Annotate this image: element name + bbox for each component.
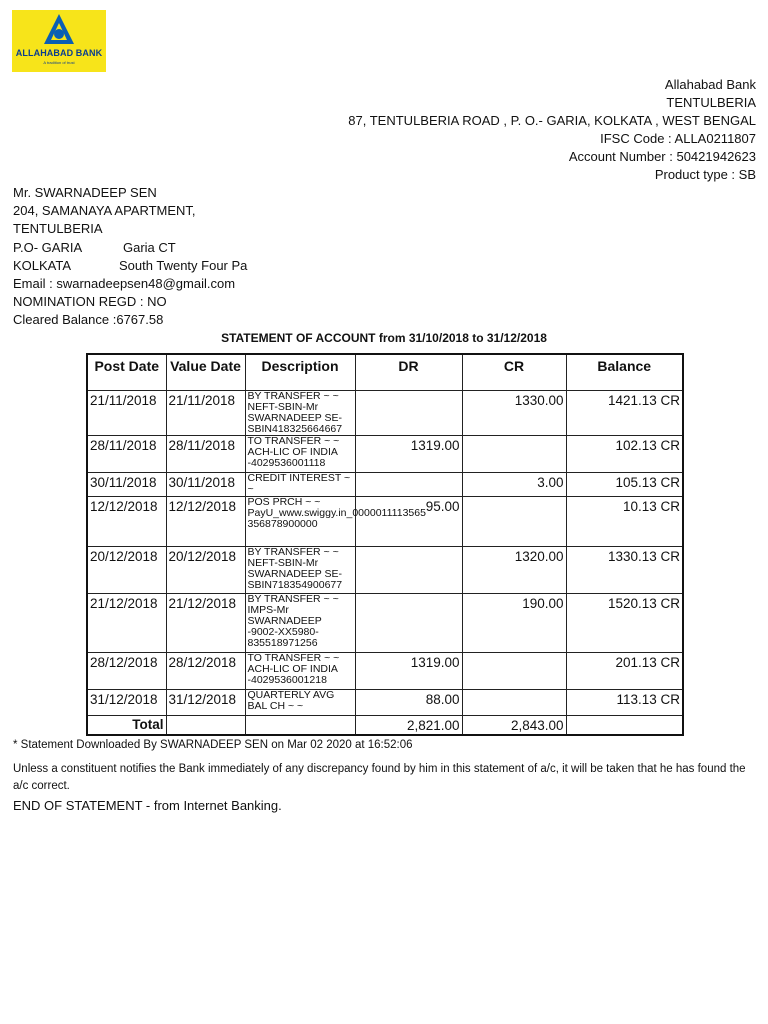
cr-cell <box>462 652 566 689</box>
header-post-date: Post Date <box>87 354 166 390</box>
branch-address: 87, TENTULBERIA ROAD , P. O.- GARIA, KOLKATA , WEST BENGAL <box>348 113 756 128</box>
value-date-cell: 28/11/2018 <box>166 435 245 472</box>
table-row <box>87 435 683 472</box>
customer-city-row <box>13 257 247 275</box>
logo-tagline: A tradition of trust <box>43 60 75 65</box>
customer-address-line1: 204, SAMANAYA APARTMENT, <box>13 203 196 219</box>
value-date-cell: 20/12/2018 <box>166 546 245 593</box>
customer-name: Mr. SWARNADEEP SEN <box>13 185 157 200</box>
description-cell: TO TRANSFER ~ ~ ACH-LIC OF INDIA -4029536001118 <box>245 435 355 472</box>
customer-district: South Twenty Four Pa <box>119 257 248 273</box>
table-total-row <box>87 715 683 735</box>
cleared-balance: Cleared Balance :6767.58 <box>13 312 164 328</box>
header-balance: Balance <box>566 354 683 390</box>
logo-emblem-icon <box>12 10 106 50</box>
table-row <box>87 689 683 715</box>
total-empty-cell <box>245 715 355 735</box>
total-label: Total <box>87 715 166 735</box>
statement-table <box>86 353 684 736</box>
branch-name: TENTULBERIA <box>666 95 756 110</box>
cr-cell: 1330.00 <box>462 390 566 435</box>
value-date-cell: 12/12/2018 <box>166 496 245 546</box>
balance-cell: 102.13 CR <box>566 435 683 472</box>
dr-cell: 1319.00 <box>355 435 462 472</box>
value-date-cell: 28/12/2018 <box>166 652 245 689</box>
dr-cell <box>355 546 462 593</box>
dr-cell <box>355 472 462 496</box>
description-cell: TO TRANSFER ~ ~ ACH-LIC OF INDIA -4029536001218 <box>245 652 355 689</box>
dr-cell: 95.00 <box>355 496 462 546</box>
header-cr: CR <box>462 354 566 390</box>
balance-cell: 113.13 CR <box>566 689 683 715</box>
balance-cell: 105.13 CR <box>566 472 683 496</box>
bank-logo <box>12 10 106 72</box>
post-date-cell: 21/12/2018 <box>87 593 166 652</box>
cr-cell: 1320.00 <box>462 546 566 593</box>
customer-po-row <box>13 239 247 257</box>
table-row <box>87 546 683 593</box>
value-date-cell: 21/12/2018 <box>166 593 245 652</box>
download-note: * Statement Downloaded By SWARNADEEP SEN on Mar 02 2020 at 16:52:06 <box>13 739 413 751</box>
header-description: Description <box>245 354 355 390</box>
balance-cell: 1520.13 CR <box>566 593 683 652</box>
total-empty-cell <box>166 715 245 735</box>
end-of-statement: END OF STATEMENT - from Internet Banking. <box>13 798 282 813</box>
post-date-cell: 30/11/2018 <box>87 472 166 496</box>
branch-bank-name: Allahabad Bank <box>664 77 756 92</box>
table-row <box>87 390 683 435</box>
account-number: Account Number : 50421942623 <box>568 149 756 164</box>
product-type: Product type : SB <box>654 167 756 182</box>
customer-city: KOLKATA <box>13 257 72 273</box>
post-date-cell: 21/11/2018 <box>87 390 166 435</box>
post-date-cell: 31/12/2018 <box>87 689 166 715</box>
cr-cell: 3.00 <box>462 472 566 496</box>
description-cell: QUARTERLY AVG BAL CH ~ ~ <box>245 689 355 715</box>
table-row <box>87 496 683 546</box>
dr-cell <box>355 593 462 652</box>
statement-title: STATEMENT OF ACCOUNT from 31/10/2018 to 31/12/2018 <box>221 331 547 345</box>
balance-cell: 1421.13 CR <box>566 390 683 435</box>
description-cell: POS PRCH ~ ~ PayU_www.swiggy.in_0000011113565 356878900000 <box>245 496 355 546</box>
description-cell: BY TRANSFER ~ ~ NEFT-SBIN-Mr SWARNADEEP SE-SBIN418325664667 <box>245 390 355 435</box>
total-dr: 2,821.00 <box>355 715 462 735</box>
post-date-cell: 12/12/2018 <box>87 496 166 546</box>
description-cell: BY TRANSFER ~ ~ IMPS-Mr SWARNADEEP -9002-XX5980-835518971256 <box>245 593 355 652</box>
table-row <box>87 593 683 652</box>
description-cell: BY TRANSFER ~ ~ NEFT-SBIN-Mr SWARNADEEP SE-SBIN718354900677 <box>245 546 355 593</box>
value-date-cell: 21/11/2018 <box>166 390 245 435</box>
value-date-cell: 30/11/2018 <box>166 472 245 496</box>
table-row <box>87 472 683 496</box>
post-date-cell: 28/12/2018 <box>87 652 166 689</box>
table-row <box>87 652 683 689</box>
balance-cell: 1330.13 CR <box>566 546 683 593</box>
customer-address-line2: TENTULBERIA <box>13 221 103 237</box>
dr-cell: 1319.00 <box>355 652 462 689</box>
balance-cell: 201.13 CR <box>566 652 683 689</box>
customer-po: P.O- GARIA <box>13 239 83 255</box>
dr-cell: 88.00 <box>355 689 462 715</box>
total-cr: 2,843.00 <box>462 715 566 735</box>
description-cell: CREDIT INTEREST ~ ~ <box>245 472 355 496</box>
header-value-date: Value Date <box>166 354 245 390</box>
nomination-status: NOMINATION REGD : NO <box>13 294 167 310</box>
customer-po-area: Garia CT <box>123 239 176 255</box>
total-empty-cell <box>566 715 683 735</box>
cr-cell <box>462 689 566 715</box>
table-header-row <box>87 354 683 390</box>
branch-info <box>348 76 756 184</box>
customer-info <box>13 184 247 330</box>
balance-cell: 10.13 CR <box>566 496 683 546</box>
value-date-cell: 31/12/2018 <box>166 689 245 715</box>
logo-bank-name: ALLAHABAD BANK <box>15 48 103 58</box>
dr-cell <box>355 390 462 435</box>
cr-cell: 190.00 <box>462 593 566 652</box>
cr-cell <box>462 435 566 472</box>
ifsc-code: IFSC Code : ALLA0211807 <box>600 131 756 146</box>
disclaimer-text: Unless a constituent notifies the Bank immediately of any discrepancy found by him in this statement of a/c, it will be taken that he has found the a/c correct. <box>13 763 746 792</box>
customer-email: Email : swarnadeepsen48@gmail.com <box>13 276 236 292</box>
header-dr: DR <box>355 354 462 390</box>
post-date-cell: 20/12/2018 <box>87 546 166 593</box>
cr-cell <box>462 496 566 546</box>
post-date-cell: 28/11/2018 <box>87 435 166 472</box>
